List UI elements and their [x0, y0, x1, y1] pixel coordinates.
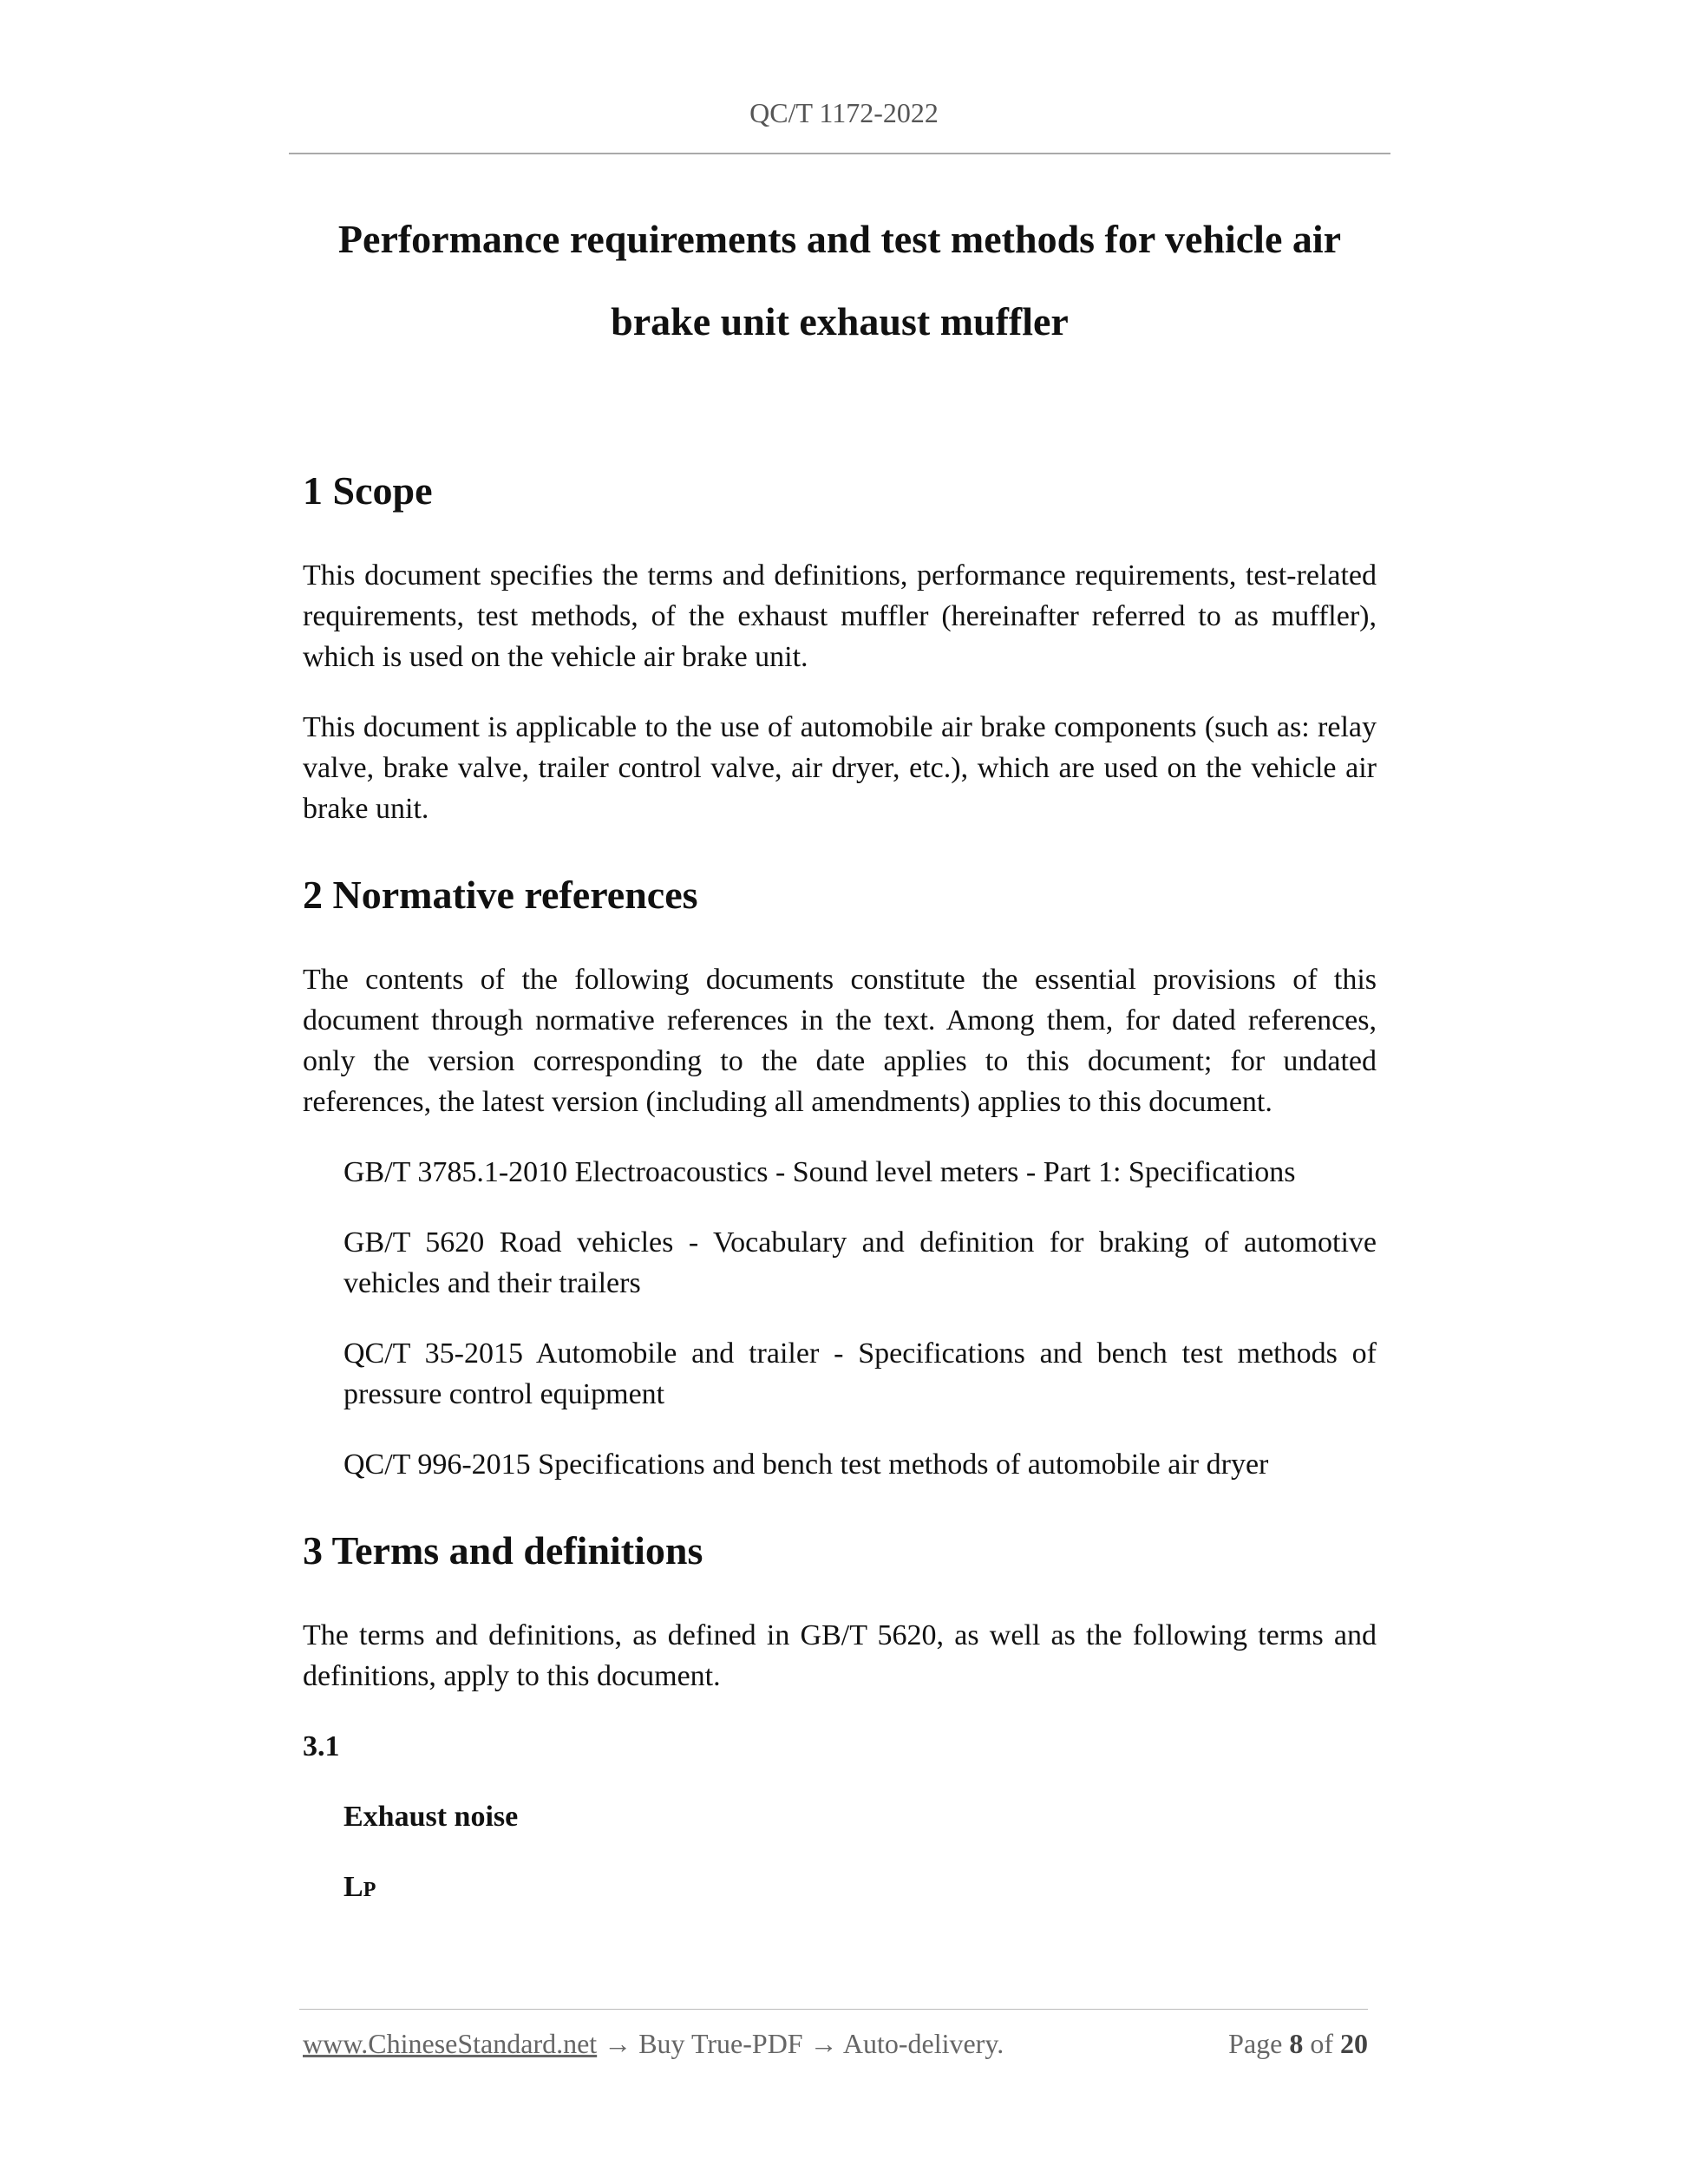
page-footer: [303, 2028, 1368, 2071]
footer-promo: [303, 2028, 1004, 2060]
page-indicator: [1228, 2028, 1368, 2060]
normative-paragraph: The contents of the following documents constitute the essential provisions of this document through normative references in the text. Among them, for dated references, only the version corresponding to the date applies to this document; for undated references, the latest version (including all amendments) applies to this document.: [303, 964, 1377, 1118]
term-symbol-main: L: [343, 1871, 363, 1903]
section-heading-scope: 1 Scope: [303, 468, 433, 513]
scope-paragraph-2: This document is applicable to the use of automobile air brake components (such as: relay valve, brake valve, trailer control valve, air dryer, etc.), which are used on the vehicle air brake unit.: [303, 711, 1377, 825]
section-heading-normative-references: 2 Normative references: [303, 873, 698, 917]
reference-item: QC/T 996-2015 Specifications and bench test methods of automobile air dryer: [343, 1448, 1269, 1481]
reference-item: GB/T 3785.1-2010 Electroacoustics - Sound level meters - Part 1: Specifications: [343, 1156, 1296, 1188]
document-title: [289, 198, 1390, 363]
page-number: 8: [1289, 2028, 1304, 2059]
arrow-icon: →: [604, 2028, 632, 2059]
reference-item: QC/T 35-2015 Automobile and trailer - Specifications and bench test methods of pressure control equipment: [343, 1337, 1377, 1410]
scope-paragraph-1: This document specifies the terms and definitions, performance requirements, test-related requirements, test methods, of the exhaust muffler (hereinafter referred to as muffler), which is used on the vehicle air brake unit.: [303, 559, 1377, 673]
term-symbol-subscript: P: [363, 1879, 376, 1901]
document-code: QC/T 1172-2022: [749, 97, 939, 128]
term-symbol: [303, 1867, 1377, 1911]
of-label: of: [1310, 2028, 1333, 2059]
website-link[interactable]: www.ChineseStandard.net: [303, 2028, 598, 2059]
page-label: Page: [1228, 2028, 1283, 2059]
page-total: 20: [1340, 2028, 1368, 2059]
reference-item: GB/T 5620 Road vehicles - Vocabulary and definition for braking of automotive vehicles and their trailers: [343, 1226, 1377, 1299]
arrow-icon: →: [809, 2028, 838, 2059]
terms-paragraph: The terms and definitions, as defined in GB/T 5620, as well as the following terms and definitions, apply to this document.: [303, 1619, 1377, 1692]
header-divider: [289, 153, 1390, 154]
clause-number: 3.1: [303, 1730, 340, 1762]
title-line-2: brake unit exhaust muffler: [611, 299, 1069, 343]
section-heading-terms: 3 Terms and definitions: [303, 1528, 703, 1573]
document-body: [303, 460, 1377, 1911]
footer-buy-text: Buy True-PDF: [638, 2028, 803, 2059]
title-line-1: Performance requirements and test methods for vehicle air: [337, 217, 1342, 261]
footer-delivery-text: Auto-delivery.: [842, 2028, 1004, 2059]
term-name: Exhaust noise: [343, 1801, 519, 1833]
footer-divider: [299, 2009, 1368, 2010]
